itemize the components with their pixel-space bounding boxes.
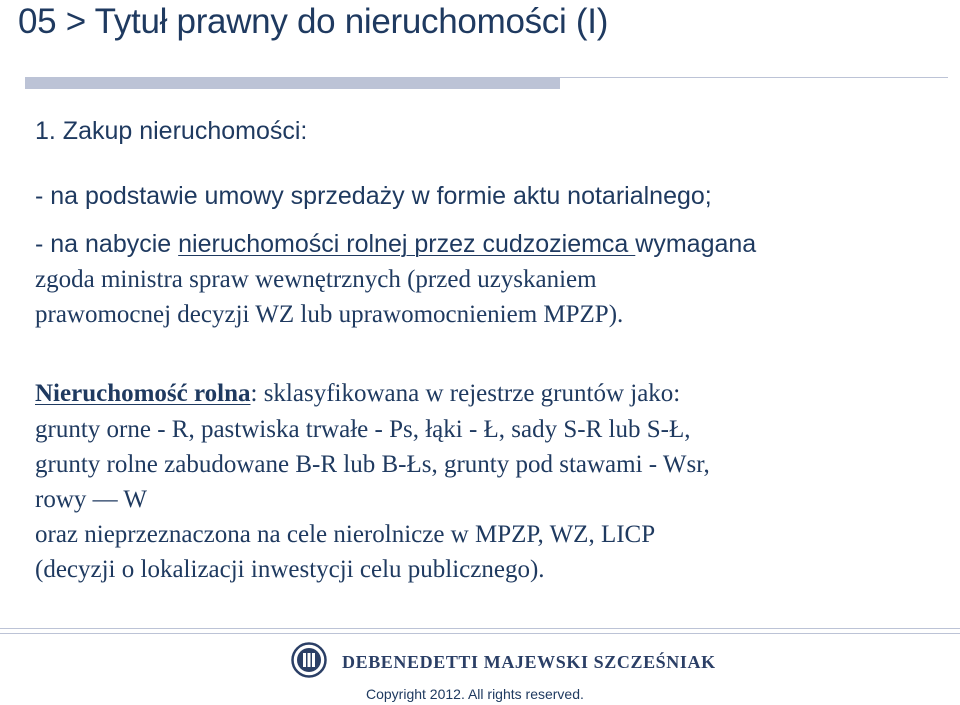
definition-line-1 bbox=[35, 380, 680, 408]
foreigner-link[interactable]: nieruchomości rolnej przez cudzoziemca bbox=[178, 230, 636, 258]
definition-line-3: grunty rolne zabudowane B-R lub B-Łs, grunty pod stawami - Wsr, bbox=[35, 451, 710, 478]
title-underline-bar bbox=[25, 77, 560, 89]
definition-term[interactable]: Nieruchomość rolna bbox=[35, 380, 251, 407]
company-logo-icon bbox=[291, 642, 327, 678]
definition-rest: : sklasyfikowana w rejestrze gruntów jako: bbox=[250, 380, 681, 407]
title-underline-thin bbox=[560, 77, 948, 78]
definition-line-2: grunty orne - R, pastwiska trwałe - Ps, łąki - Ł, sady S-R lub S-Ł, bbox=[35, 416, 691, 443]
line-decision: prawomocnej decyzji WZ lub uprawomocnieniem MPZP). bbox=[35, 301, 624, 328]
slide-title: 05 > Tytuł prawny do nieruchomości (I) bbox=[18, 2, 609, 41]
definition-line-5: oraz nieprzeznaczona na cele nierolnicze w MPZP, WZ, LICP bbox=[35, 521, 656, 548]
line-notarial-deed: - na podstawie umowy sprzedaży w formie aktu notarialnego; bbox=[35, 182, 712, 210]
footer-line-top bbox=[0, 628, 960, 629]
item-1-heading: 1. Zakup nieruchomości: bbox=[35, 117, 308, 145]
definition-line-4: rowy — W bbox=[35, 486, 148, 513]
line-minister-consent: zgoda ministra spraw wewnętrznych (przed uzyskaniem bbox=[35, 266, 597, 293]
company-logo-text: DEBENEDETTI MAJEWSKI SZCZEŚNIAK bbox=[342, 652, 716, 672]
copyright-text: Copyright 2012. All rights reserved. bbox=[366, 686, 584, 702]
line-foreigner-purchase bbox=[35, 230, 756, 259]
definition-line-6: (decyzji o lokalizacji inwestycji celu publicznego). bbox=[35, 556, 545, 583]
footer-line-bottom bbox=[0, 633, 960, 634]
line-foreigner-prefix: - na nabycie bbox=[35, 230, 179, 258]
line-foreigner-suffix: wymagana bbox=[635, 230, 757, 258]
